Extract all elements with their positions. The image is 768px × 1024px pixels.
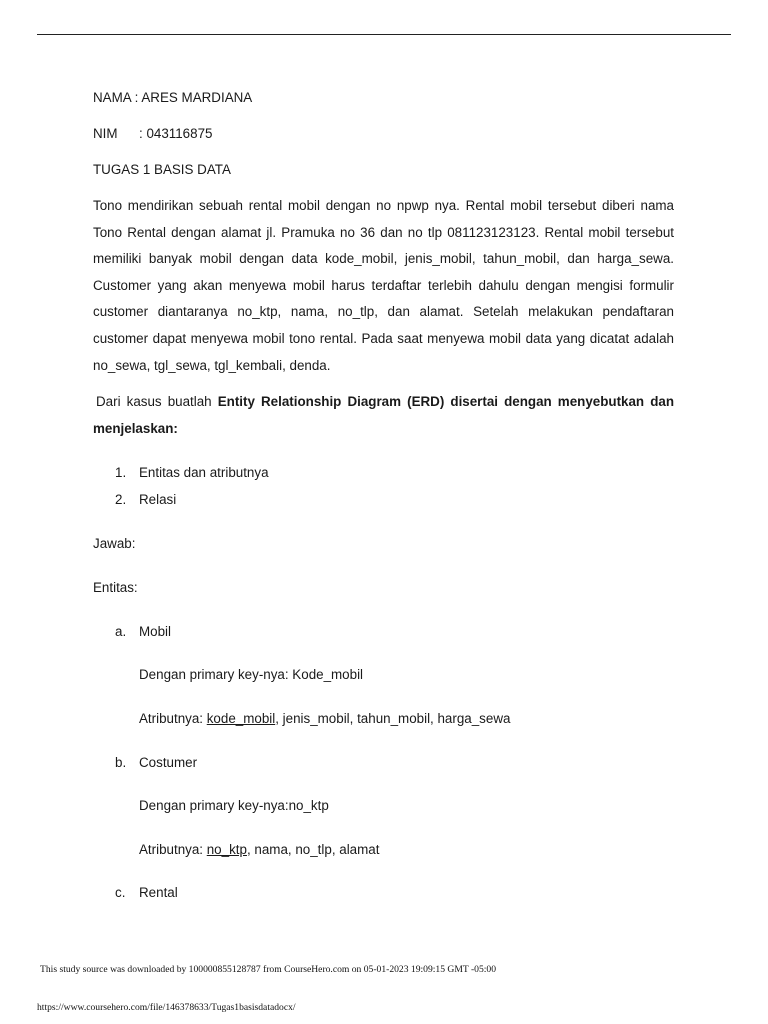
task-intro: Dari kasus buatlah	[96, 394, 212, 409]
source-url[interactable]: https://www.coursehero.com/file/146378633/Tugas1basisdatadocx/	[37, 1002, 296, 1013]
nim-label: NIM	[93, 126, 118, 141]
entities-heading: Entitas:	[93, 580, 138, 595]
task-item-marker: 2.	[115, 492, 127, 507]
entity-costumer	[115, 753, 197, 773]
nim-value: : 043116875	[139, 126, 213, 141]
student-nim	[93, 124, 212, 144]
attr-rest: , nama, no_tlp, alamat	[246, 842, 380, 857]
entity-name: Rental	[139, 885, 178, 900]
attr-key: kode_mobil	[206, 711, 276, 726]
entity-mobil-attributes	[139, 709, 510, 729]
attr-key: no_ktp	[206, 842, 247, 857]
task-item-2	[115, 490, 176, 510]
task-item-marker: 1.	[115, 465, 127, 480]
student-name: NAMA : ARES MARDIANA	[93, 90, 253, 105]
entity-marker: a.	[115, 624, 127, 639]
task-bold: Entity Relationship Diagram (ERD) disertai dengan menyebutkan dan menjelaskan:	[93, 394, 675, 436]
attr-prefix: Atributnya:	[139, 711, 207, 726]
download-notice: This study source was downloaded by 100000855128787 from CourseHero.com on 05-01-2023 19:09:15 GMT -05:00	[40, 964, 497, 975]
task-paragraph	[93, 389, 674, 442]
task-item-1	[115, 463, 269, 483]
entity-rental	[115, 883, 178, 903]
entity-costumer-attributes	[139, 840, 379, 860]
case-paragraph: Tono mendirikan sebuah rental mobil dengan no npwp nya. Rental mobil tersebut diberi nama Tono Rental dengan alamat jl. Pramuka no 36 dan no tlp 081123123123. Rental mobil tersebut memiliki banyak mobil dengan data kode_mobil, jenis_mobil, tahun_mobil, dan harga_sewa. Customer yang akan menyewa mobil harus terdaftar terlebih dahulu dengan mengisi formulir customer diantaranya no_ktp, nama, no_tlp, dan alamat. Setelah melakukan pendaftaran customer dapat menyewa mobil tono rental. Pada saat menyewa mobil data yang dicatat adalah no_sewa, tgl_sewa, tgl_kembali, denda.	[93, 198, 674, 373]
answer-heading: Jawab:	[93, 536, 136, 551]
top-divider	[37, 34, 731, 35]
entity-marker: c.	[115, 885, 126, 900]
task-item-label: Relasi	[139, 492, 177, 507]
task-item-label: Entitas dan atributnya	[139, 465, 269, 480]
entity-name: Costumer	[139, 755, 198, 770]
entity-costumer-pk: Dengan primary key-nya:no_ktp	[139, 798, 329, 813]
entity-mobil-pk: Dengan primary key-nya: Kode_mobil	[139, 667, 364, 682]
attr-prefix: Atributnya:	[139, 842, 207, 857]
attr-rest: , jenis_mobil, tahun_mobil, harga_sewa	[275, 711, 511, 726]
entity-marker: b.	[115, 755, 127, 770]
entity-mobil	[115, 622, 171, 642]
assignment-title: TUGAS 1 BASIS DATA	[93, 162, 231, 177]
entity-name: Mobil	[139, 624, 171, 639]
